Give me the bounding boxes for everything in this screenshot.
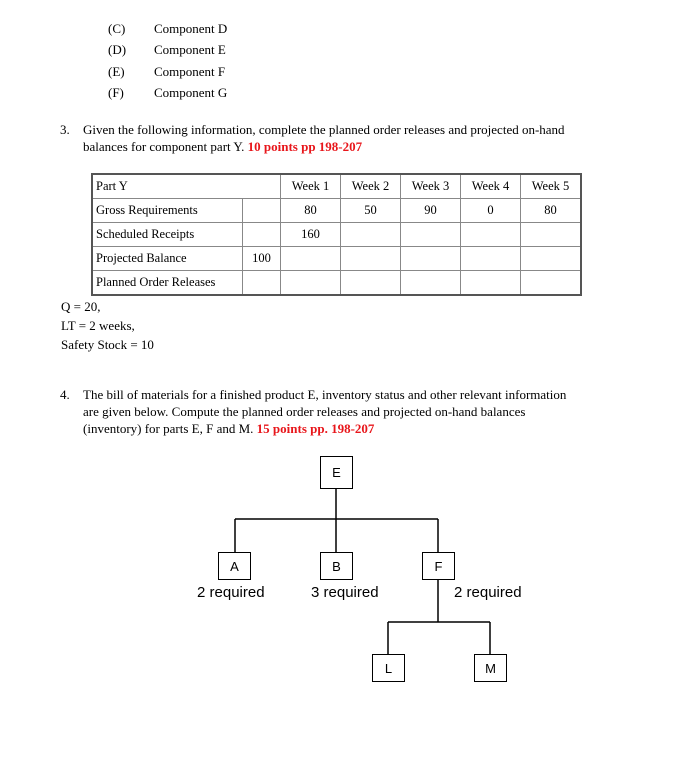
bom-node-e: E	[320, 456, 353, 489]
table-part-header: Part Y	[92, 174, 281, 199]
table-cell: 80	[281, 199, 341, 223]
param-lead-time: LT = 2 weeks,	[61, 318, 135, 333]
table-cell: 0	[461, 199, 521, 223]
week-header: Week 3	[401, 174, 461, 199]
table-cell: 50	[341, 199, 401, 223]
bom-node-a: A	[218, 552, 251, 580]
question4-points: 15 points pp. 198-207	[256, 421, 375, 436]
row-label: Scheduled Receipts	[92, 223, 243, 247]
question4-line2: are given below. Compute the planned order releases and projected on-hand balances	[83, 404, 526, 419]
table-cell: 160	[281, 223, 341, 247]
question4-line3-text: (inventory) for parts E, F and M.	[83, 421, 254, 436]
param-q: Q = 20,	[61, 299, 101, 314]
question3-line2-text: balances for component part Y.	[83, 139, 245, 154]
table-cell: 80	[521, 199, 582, 223]
bom-node-b: B	[320, 552, 353, 580]
week-header: Week 4	[461, 174, 521, 199]
bom-node-f: F	[422, 552, 455, 580]
option-text: Component F	[154, 64, 226, 79]
bom-qty-f: 2 required	[454, 584, 522, 601]
option-letter: (D)	[108, 42, 127, 57]
row-label: Gross Requirements	[92, 199, 243, 223]
bom-qty-b: 3 required	[311, 584, 379, 601]
row-label: Projected Balance	[92, 247, 243, 271]
option-text: Component G	[154, 85, 228, 100]
question4-line1: The bill of materials for a finished product E, inventory status and other relevant information	[83, 387, 567, 402]
option-letter: (F)	[108, 85, 124, 100]
bom-qty-a: 2 required	[197, 584, 265, 601]
bom-node-m: M	[474, 654, 507, 682]
option-letter: (E)	[108, 64, 125, 79]
option-letter: (C)	[108, 21, 126, 36]
question3-points: 10 points pp 198-207	[247, 139, 363, 154]
question3-line1: Given the following information, complete the planned order releases and projected on-hand	[83, 122, 565, 137]
param-safety-stock: Safety Stock = 10	[61, 337, 154, 352]
row-label: Planned Order Releases	[92, 271, 243, 296]
week-header: Week 2	[341, 174, 401, 199]
option-text: Component D	[154, 21, 228, 36]
week-header: Week 1	[281, 174, 341, 199]
bom-node-l: L	[372, 654, 405, 682]
option-text: Component E	[154, 42, 226, 57]
question3-number: 3.	[60, 122, 70, 137]
week-header: Week 5	[521, 174, 582, 199]
question4-number: 4.	[60, 387, 70, 402]
initial-cell: 100	[243, 247, 281, 271]
table-cell: 90	[401, 199, 461, 223]
